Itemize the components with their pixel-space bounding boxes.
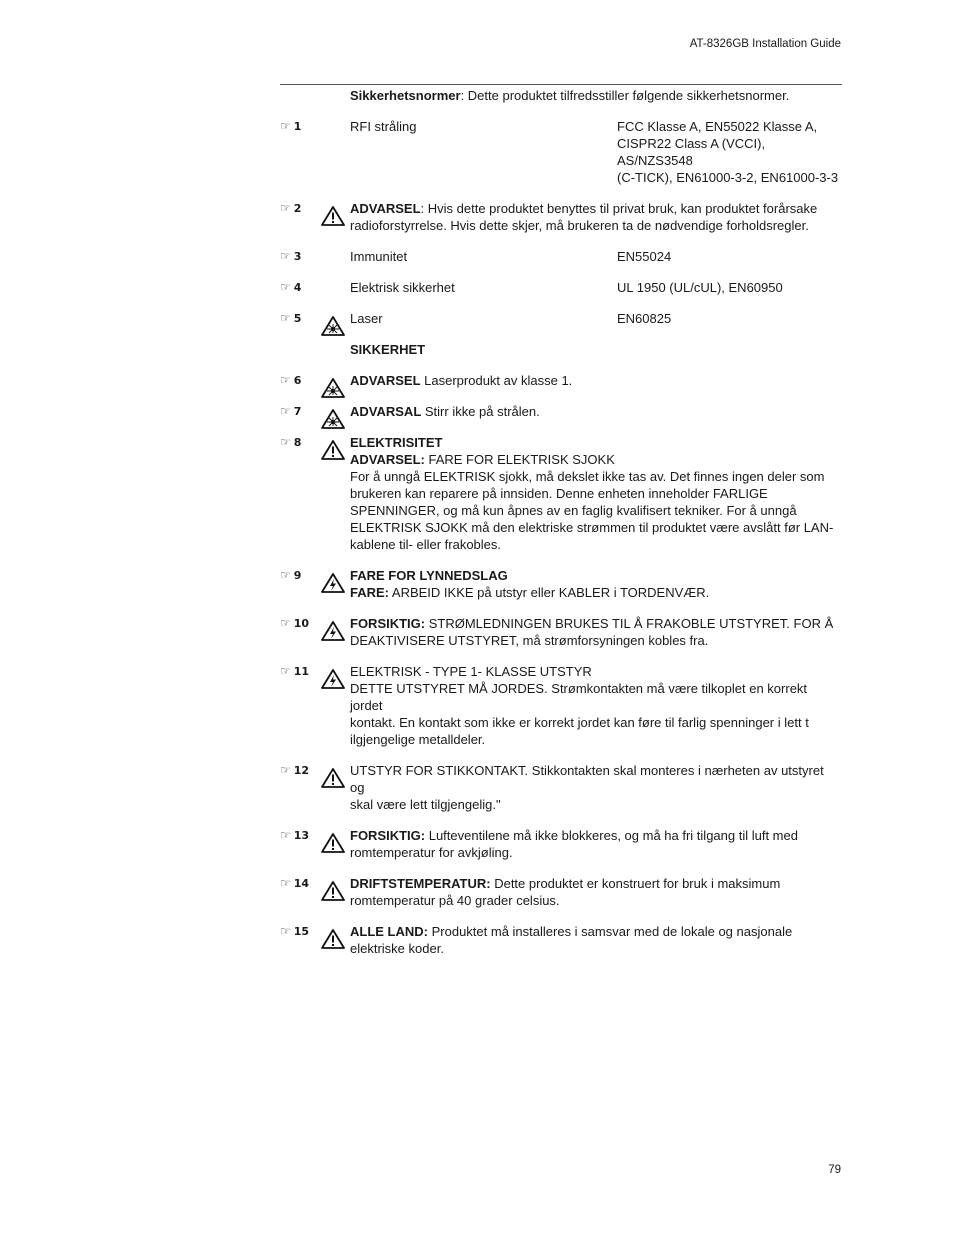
entry-line — [350, 923, 840, 940]
warning-icon — [321, 928, 345, 948]
running-header: AT-8326GB Installation Guide — [689, 38, 841, 50]
entry-line — [350, 434, 840, 451]
entry-text: ELEKTRISK - TYPE 1- KLASSE UTSTYR — [350, 664, 592, 679]
pointing-hand-icon: ☞ — [280, 828, 291, 842]
entry-bold-label: ADVARSEL: — [350, 452, 425, 467]
entry-number-text: 15 — [293, 925, 310, 938]
entry-line — [350, 372, 840, 389]
entry-content — [350, 434, 840, 553]
pointing-hand-icon: ☞ — [280, 404, 291, 418]
entry-text: Laserprodukt av klasse 1. — [420, 373, 573, 388]
entry-line — [350, 875, 840, 892]
entry-number-text: 2 — [293, 202, 302, 215]
entry-content — [350, 279, 840, 296]
entry-bold-label: FARE FOR LYNNEDSLAG — [350, 568, 508, 583]
entry-number — [280, 434, 320, 451]
section-heading: SIKKERHET — [350, 342, 426, 357]
safety-entry — [280, 762, 842, 813]
entry-number — [280, 567, 320, 584]
entry-line: romtemperatur for avkjøling. — [350, 845, 513, 860]
safety-entry — [280, 434, 842, 553]
entry-text: Lufteventilene må ikke blokkeres, og må ha fri tilgang til luft med — [425, 828, 798, 843]
entry-bold-label: ADVARSEL — [350, 373, 421, 388]
entry-text: Dette produktet er konstruert for bruk i maksimum — [490, 876, 781, 891]
entry-bold-label: ALLE LAND: — [350, 924, 428, 939]
entry-content — [350, 762, 840, 813]
pointing-hand-icon: ☞ — [280, 763, 291, 777]
entry-bold-label: ELEKTRISITET — [350, 435, 443, 450]
pointing-hand-icon: ☞ — [280, 373, 291, 387]
entry-number — [280, 875, 320, 892]
entry-line — [350, 403, 840, 420]
safety-entry — [280, 310, 842, 327]
entry-content — [350, 248, 840, 265]
lightning-icon — [321, 572, 345, 592]
safety-entry — [280, 279, 842, 296]
entry-bold-label: ADVARSAL — [350, 404, 422, 419]
entry-number-text: 10 — [293, 617, 310, 630]
entry-number-text: 5 — [293, 312, 302, 325]
value-line: (C-TICK), EN61000-3-2, EN61000-3-3 — [617, 170, 839, 185]
entry-value — [617, 248, 839, 265]
entry-line — [350, 827, 840, 844]
header-rule — [280, 84, 842, 85]
pointing-hand-icon: ☞ — [280, 119, 291, 133]
safety-entry — [280, 372, 842, 389]
safety-entry — [280, 923, 842, 957]
entry-line: elektriske koder. — [350, 941, 444, 956]
safety-entry — [280, 118, 842, 186]
laser-icon — [321, 315, 345, 335]
entry-number — [280, 200, 320, 217]
laser-icon — [321, 377, 345, 397]
entry-bold-label: ADVARSEL — [350, 201, 421, 216]
entry-number-text: 1 — [293, 120, 302, 133]
entry-line: DEAKTIVISERE UTSTYRET, må strømforsyningen kobles fra. — [350, 633, 709, 648]
value-line: EN60825 — [617, 311, 672, 326]
entry-text: STRØMLEDNINGEN BRUKES TIL Å FRAKOBLE UTSTYRET. FOR Å — [425, 616, 834, 631]
entry-line: skal være lett tilgjengelig." — [350, 797, 501, 812]
value-line: EN55024 — [617, 249, 672, 264]
entry-label: Immunitet — [350, 249, 408, 264]
entry-line: ilgjengelige metalldeler. — [350, 732, 486, 747]
entry-content — [350, 310, 840, 327]
warning-icon — [321, 880, 345, 900]
entry-label: Laser — [350, 311, 383, 326]
entry-number-text: 8 — [293, 436, 302, 449]
entry-line: DETTE UTSTYRET MÅ JORDES. Strømkontakten må være tilkoplet en korrekt jordet — [350, 681, 808, 713]
entry-content — [350, 200, 840, 234]
entry-number-text: 3 — [293, 250, 302, 263]
entry-line: kablene til- eller frakobles. — [350, 537, 502, 552]
entry-number — [280, 372, 320, 389]
entry-number-text: 14 — [293, 877, 310, 890]
pointing-hand-icon: ☞ — [280, 876, 291, 890]
entry-text: Produktet må installeres i samsvar med de lokale og nasjonale — [428, 924, 793, 939]
entry-content — [350, 372, 840, 389]
entry-bold-label: DRIFTSTEMPERATUR: — [350, 876, 491, 891]
entry-content — [350, 403, 840, 420]
safety-entry — [280, 200, 842, 234]
entry-line: SPENNINGER, og må kun åpnes av en faglig kvalifisert tekniker. For å unngå — [350, 503, 797, 518]
safety-entry — [280, 248, 842, 265]
entry-line — [350, 451, 840, 468]
entry-line: kontakt. En kontakt som ikke er korrekt jordet kan føre til farlig spenninger i lett t — [350, 715, 809, 730]
entry-bold-label: FORSIKTIG: — [350, 828, 426, 843]
entry-number-text: 7 — [293, 405, 302, 418]
entry-text: : Hvis dette produktet benyttes til privat bruk, kan produktet forårsake — [420, 201, 818, 216]
entry-number — [280, 310, 320, 327]
entry-label: Elektrisk sikkerhet — [350, 280, 455, 295]
entry-number — [280, 615, 320, 632]
entry-number-text: 6 — [293, 374, 302, 387]
pointing-hand-icon: ☞ — [280, 616, 291, 630]
value-line: FCC Klasse A, EN55022 Klasse A, — [617, 119, 818, 134]
safety-entry — [280, 615, 842, 649]
safety-entries-list — [280, 118, 842, 971]
lightning-icon — [321, 620, 345, 640]
entry-number — [280, 663, 320, 680]
lightning-icon — [321, 668, 345, 688]
warning-icon — [321, 439, 345, 459]
entry-line: romtemperatur på 40 grader celsius. — [350, 893, 560, 908]
pointing-hand-icon: ☞ — [280, 311, 291, 325]
entry-bold-label: FARE: — [350, 585, 389, 600]
entry-number-text: 11 — [293, 665, 310, 678]
entry-label: RFI stråling — [350, 119, 417, 134]
warning-icon — [321, 205, 345, 225]
entry-number — [280, 118, 320, 135]
intro-paragraph — [350, 87, 840, 104]
entry-content — [350, 118, 840, 186]
entry-line — [350, 762, 840, 796]
safety-entry — [280, 827, 842, 861]
pointing-hand-icon: ☞ — [280, 280, 291, 294]
entry-content — [350, 615, 840, 649]
intro-bold: Sikkerhetsnormer — [350, 88, 461, 103]
entry-number-text: 13 — [293, 829, 310, 842]
safety-entry — [280, 875, 842, 909]
entry-bold-label: FORSIKTIG: — [350, 616, 426, 631]
entry-number — [280, 248, 320, 265]
entry-content — [350, 663, 840, 748]
pointing-hand-icon: ☞ — [280, 664, 291, 678]
entry-value — [617, 118, 839, 186]
safety-entry — [280, 663, 842, 748]
entry-line: ELEKTRISK SJOKK må den elektriske strømmen til produktet være avslått før LAN- — [350, 520, 834, 535]
entry-number-text: 9 — [293, 569, 302, 582]
entry-number — [280, 923, 320, 940]
entry-number — [280, 762, 320, 779]
pointing-hand-icon: ☞ — [280, 568, 291, 582]
pointing-hand-icon: ☞ — [280, 201, 291, 215]
entry-content — [350, 567, 840, 601]
entry-line — [350, 200, 840, 217]
entry-line — [350, 663, 840, 680]
entry-content — [350, 827, 840, 861]
pointing-hand-icon: ☞ — [280, 924, 291, 938]
entry-line: For å unngå ELEKTRISK sjokk, må dekslet ikke tas av. Det finnes ingen deler som — [350, 469, 825, 484]
entry-number-text: 12 — [293, 764, 310, 777]
value-line: CISPR22 Class A (VCCI), AS/NZS3548 — [617, 136, 766, 168]
entry-number — [280, 403, 320, 420]
value-line: UL 1950 (UL/cUL), EN60950 — [617, 280, 783, 295]
warning-icon — [321, 832, 345, 852]
entry-text: UTSTYR FOR STIKKONTAKT. Stikkontakten skal monteres i nærheten av utstyret og — [350, 763, 824, 795]
safety-entry — [280, 403, 842, 420]
intro-text: : Dette produktet tilfredsstiller følgende sikkerhetsnormer. — [460, 88, 790, 103]
entry-text: ARBEID IKKE på utstyr eller KABLER i TORDENVÆR. — [389, 585, 710, 600]
entry-text: Stirr ikke på strålen. — [421, 404, 540, 419]
entry-value — [617, 279, 839, 296]
entry-content — [350, 923, 840, 957]
entry-line: radioforstyrrelse. Hvis dette skjer, må brukeren ta de nødvendige forholdsregler. — [350, 218, 809, 233]
entry-line — [350, 584, 840, 601]
entry-line: brukeren kan reparere på innsiden. Denne enheten inneholder FARLIGE — [350, 486, 768, 501]
pointing-hand-icon: ☞ — [280, 435, 291, 449]
entry-content — [350, 875, 840, 909]
laser-icon — [321, 408, 345, 428]
entry-line — [350, 567, 840, 584]
entry-number — [280, 279, 320, 296]
page-number: 79 — [828, 1164, 841, 1176]
entry-line — [350, 615, 840, 632]
entry-value — [617, 310, 839, 327]
entry-number — [280, 827, 320, 844]
pointing-hand-icon: ☞ — [280, 249, 291, 263]
warning-icon — [321, 767, 345, 787]
entry-text: FARE FOR ELEKTRISK SJOKK — [424, 452, 615, 467]
entry-number-text: 4 — [293, 281, 302, 294]
safety-entry — [280, 567, 842, 601]
